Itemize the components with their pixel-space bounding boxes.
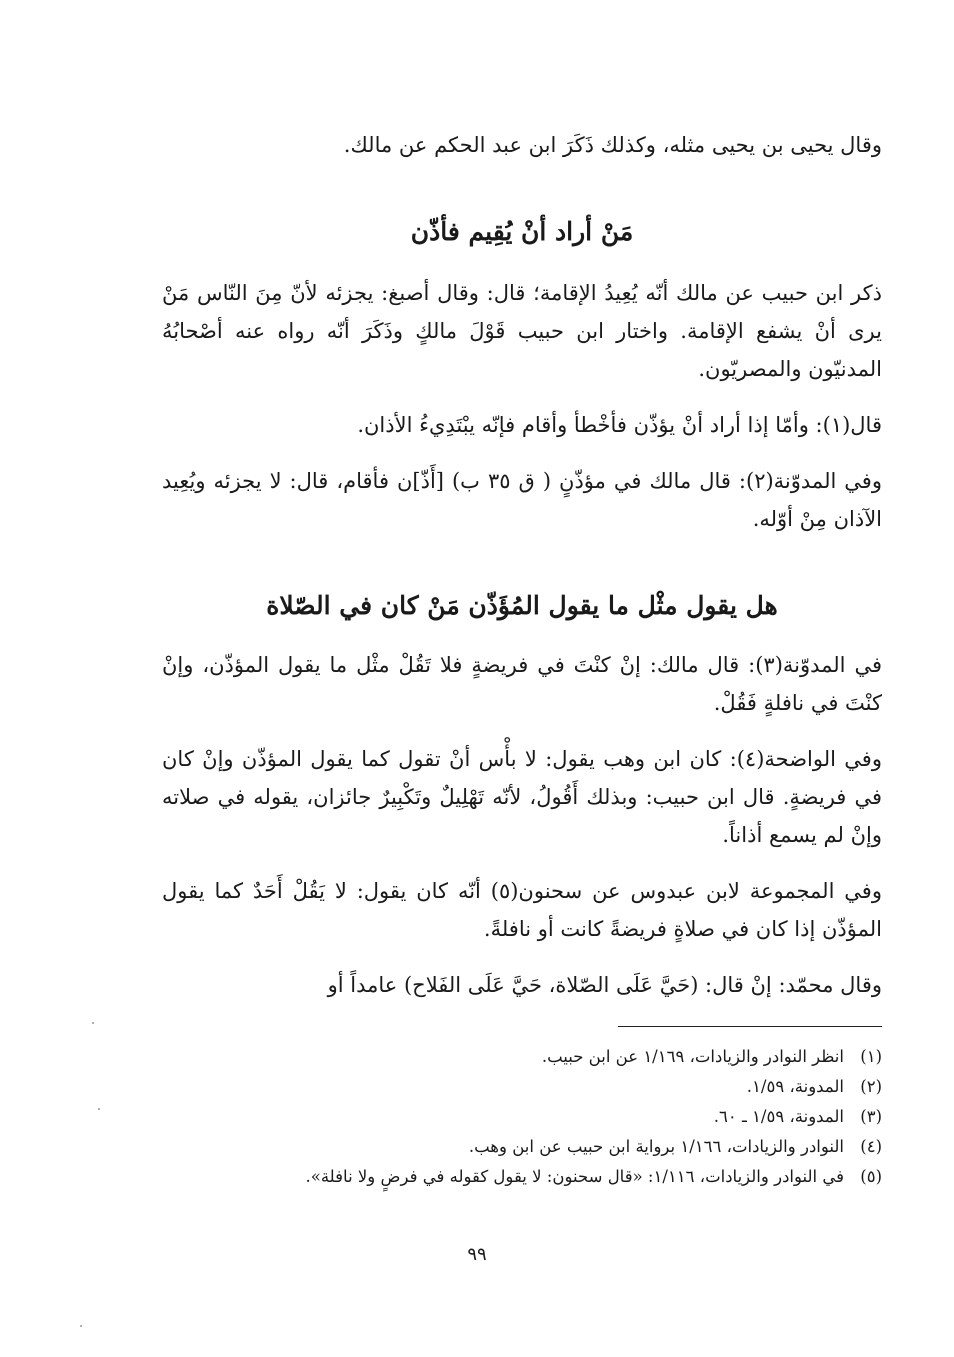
footnote-item [162, 1162, 882, 1192]
footnote-text: في النوادر والزيادات، ١/١١٦: «قال سحنون: لا يقول كقوله في فرضٍ ولا نافلة». [305, 1167, 844, 1186]
footnote-item [162, 1042, 882, 1072]
footnote-item [162, 1132, 882, 1162]
scan-speck [92, 1022, 94, 1024]
footnote-text: انظر النوادر والزيادات، ١/١٦٩ عن ابن حبيب. [541, 1047, 844, 1066]
footnotes [162, 1042, 882, 1192]
section-heading-1: مَنْ أراد أنْ يُقِيم فأذّن [410, 217, 634, 246]
section-1-body [162, 274, 882, 538]
paragraph-1-1: ذكر ابن حبيب عن مالك أنّه يُعِيدُ الإقامة؛ قال: وقال أصبغ: يجزئه لأنّ مِنَ النّاس مَنْ يرى أنْ يشفع الإقامة. واختار ابن حبيب قَوْلَ مالكٍ وذَكَرَ أنّه رواه عنه أصْحابُهُ المدنيّون والمصريّون. [162, 281, 882, 381]
section-heading-2: هل يقول مثْل ما يقول المُؤَذّن مَنْ كان في الصّلاة [266, 591, 778, 620]
footnote-text: المدونة، ١/٥٩. [746, 1077, 844, 1096]
footnote-number: (٣) [860, 1107, 882, 1126]
paragraph-1-3: وفي المدوّنة(٢): قال مالك في مؤذّنٍ ( ق ٣٥ ب) [أَذّ]ن فأقام، قال: لا يجزئه ويُعِيد الآذان مِنْ أوّله. [162, 469, 882, 531]
paragraph-2-2: وفي الواضحة(٤): كان ابن وهب يقول: لا بأْس أنْ تقول كما يقول المؤذّن وإنْ كان في فريضةٍ. قال ابن حبيب: وبذلك أَقُولُ، لأنّه تَهْلِيلٌ وتَكْبِيرٌ جائزان، يقوله في صلاته وإنْ لم يسمع أذاناً. [162, 747, 882, 847]
page-number: ٩٩ [467, 1244, 487, 1265]
footnote-text: المدونة، ١/٥٩ ـ ٦٠. [713, 1107, 844, 1126]
footnote-number: (٢) [860, 1077, 882, 1096]
paragraph-2-1: في المدوّنة(٣): قال مالك: إنْ كنْتَ في فريضةٍ فلا تَقُلْ مثْل ما يقول المؤذّن، وإنْ كنْتَ في نافلةٍ فَقُلْ. [162, 653, 882, 715]
footnote-divider [618, 1026, 882, 1027]
paragraph-2-3: وفي المجموعة لابن عبدوس عن سحنون(٥) أنّه كان يقول: لا يَقُلْ أَحَدٌ كما يقول المؤذّن إذا كان في صلاةٍ فريضةً كانت أو نافلةً. [162, 879, 882, 941]
scan-speck [98, 1108, 100, 1110]
paragraph-2-4: وقال محمّد: إنْ قال: (حَيَّ عَلَى الصّلاة، حَيَّ عَلَى الفَلاح) عامداً أو [327, 973, 882, 997]
footnote-number: (٤) [860, 1137, 882, 1156]
section-2-body [162, 646, 882, 1004]
footnote-number: (١) [860, 1047, 882, 1066]
footnote-item [162, 1102, 882, 1132]
footnote-item [162, 1072, 882, 1102]
scan-speck [80, 1325, 82, 1327]
footnote-number: (٥) [860, 1167, 882, 1186]
intro-text: وقال يحيى بن يحيى مثله، وكذلك ذَكَرَ ابن عبد الحكم عن مالك. [343, 133, 882, 157]
footnote-text: النوادر والزيادات، ١/١٦٦ برواية ابن حبيب عن ابن وهب. [468, 1137, 844, 1156]
paragraph-1-2: قال(١): وأمّا إذا أراد أنْ يؤذّن فأخْطأ وأقام فإنّه يبْتَدِيءُ الأذان. [357, 413, 882, 437]
intro-paragraph [162, 126, 882, 164]
